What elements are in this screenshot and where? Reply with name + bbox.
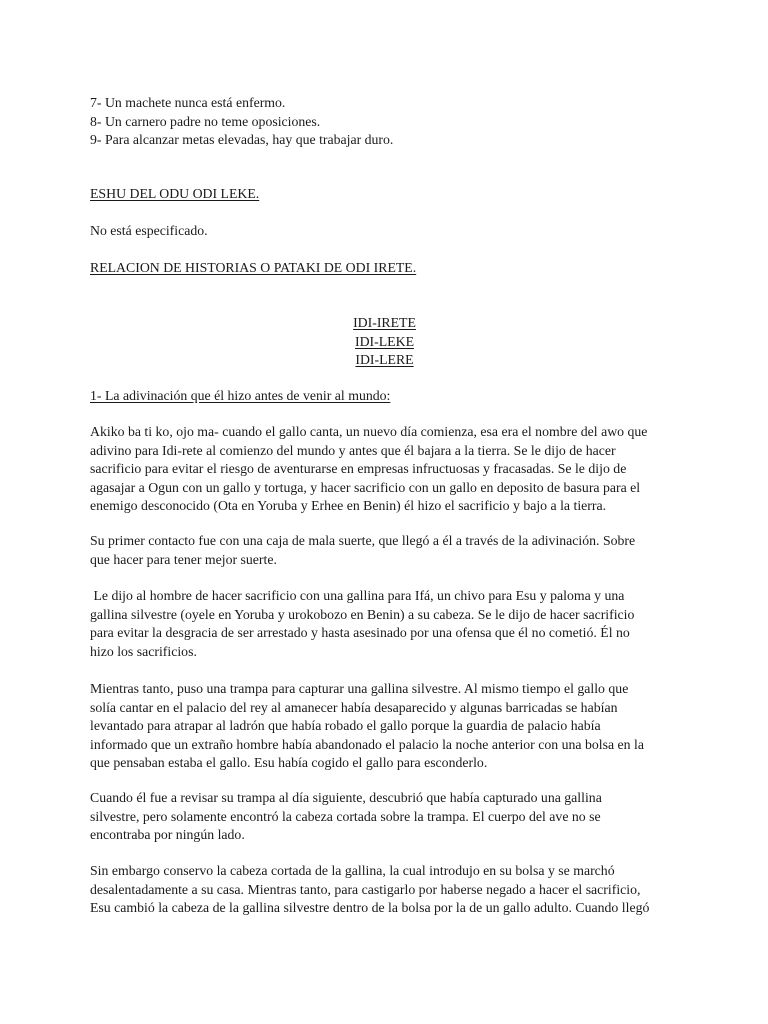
paragraph-line: desalentadamente a su casa. Mientras tanto, para castigarlo por haberse negado a hacer el sacrificio, — [90, 881, 641, 897]
saying-8: 8- Un carnero padre no teme oposiciones. — [90, 113, 321, 129]
paragraph-line: adivino para Idi-rete al comienzo del mundo y antes que él bajara a la tierra. Se le dijo de hacer — [90, 442, 616, 458]
paragraph-line: informado que un extraño hombre había abandonado el palacio la noche anterior con una bolsa en la — [90, 736, 644, 752]
paragraph-line: Akiko ba ti ko, ojo ma- cuando el gallo canta, un nuevo día comienza, esa era el nombre del awo que — [90, 424, 648, 439]
odu-titles — [90, 314, 679, 370]
story-heading-block — [90, 387, 679, 406]
paragraph-line: levantado para atrapar al ladrón que había robado el gallo porque la guardia de palacio había — [90, 718, 601, 733]
paragraph-line: Le dijo al hombre de hacer sacrificio con una gallina para Ifá, un chivo para Esu y paloma y una — [90, 588, 625, 603]
paragraph-line: agasajar a Ogun con un gallo y tortuga, y hacer sacrificio con un gallo en deposito de basura para el — [90, 479, 641, 495]
saying-9: 9- Para alcanzar metas elevadas, hay que trabajar duro. — [90, 132, 394, 147]
paragraph-line: sacrificio para evitar el riesgo de aventurarse en empresas infructuosas y fracasadas. Se le dijo de — [90, 461, 627, 476]
paragraph-line: para evitar la desgracia de ser arrestado y hasta asesinado por una ofensa que él no cometió. Él no — [90, 625, 630, 640]
paragraph-1 — [90, 423, 679, 516]
paragraph-line: que pensaban estaba el gallo. Esu había cogido el gallo para esconderlo. — [90, 755, 488, 770]
paragraph-line: Cuando él fue a revisar su trampa al día siguiente, descubrió que había capturado una gallina — [90, 790, 602, 805]
paragraph-line: Esu cambió la cabeza de la gallina silvestre dentro de la bolsa por la de un gallo adulto. Cuando llegó — [90, 900, 650, 915]
eshu-text-block — [90, 222, 679, 241]
story-heading: 1- La adivinación que él hizo antes de venir al mundo: — [90, 388, 391, 403]
paragraph-line: Sin embargo conservo la cabeza cortada de la gallina, la cual introdujo en su bolsa y se marchó — [90, 863, 615, 878]
paragraph-line: encontraba por ningún lado. — [90, 827, 245, 842]
title-idi-lere: IDI-LERE — [355, 352, 414, 367]
paragraph-5 — [90, 789, 679, 845]
eshu-heading: ESHU DEL ODU ODI LEKE. — [90, 186, 260, 201]
saying-7: 7- Un machete nunca está enfermo. — [90, 95, 286, 110]
paragraph-line: silvestre, pero solamente encontró la cabeza cortada sobre la trampa. El cuerpo del ave no se — [90, 808, 601, 824]
eshu-text: No está especificado. — [90, 223, 208, 238]
paragraph-6 — [90, 862, 679, 918]
paragraph-line: solía cantar en el palacio del rey al amanecer había desaparecido y algunas barricadas se habían — [90, 699, 618, 715]
paragraph-line: Su primer contacto fue con una caja de mala suerte, que llegó a él a través de la adivinación. Sobre — [90, 533, 636, 548]
paragraph-line: gallina silvestre (oyele en Yoruba y urokobozo en Benin) a su cabeza. Se le dijo de hacer sacrificio — [90, 606, 635, 622]
paragraph-line: Mientras tanto, puso una trampa para capturar una gallina silvestre. Al mismo tiempo el gallo que — [90, 681, 629, 696]
sayings-list — [90, 94, 679, 150]
paragraph-3 — [90, 587, 679, 661]
paragraph-4 — [90, 680, 679, 773]
title-idi-leke: IDI-LEKE — [355, 333, 414, 349]
paragraph-line: hizo los sacrificios. — [90, 643, 197, 659]
relacion-heading: RELACION DE HISTORIAS O PATAKI DE ODI IRETE. — [90, 260, 417, 275]
eshu-heading-block — [90, 185, 679, 204]
title-idi-irete: IDI-IRETE — [353, 315, 416, 330]
paragraph-line: enemigo desconocido (Ota en Yoruba y Erhee en Benin) él hizo el sacrificio y bajo a la tierra. — [90, 498, 607, 513]
paragraph-line: que hacer para tener mejor suerte. — [90, 551, 277, 567]
paragraph-2 — [90, 532, 679, 569]
relacion-heading-block — [90, 259, 679, 278]
